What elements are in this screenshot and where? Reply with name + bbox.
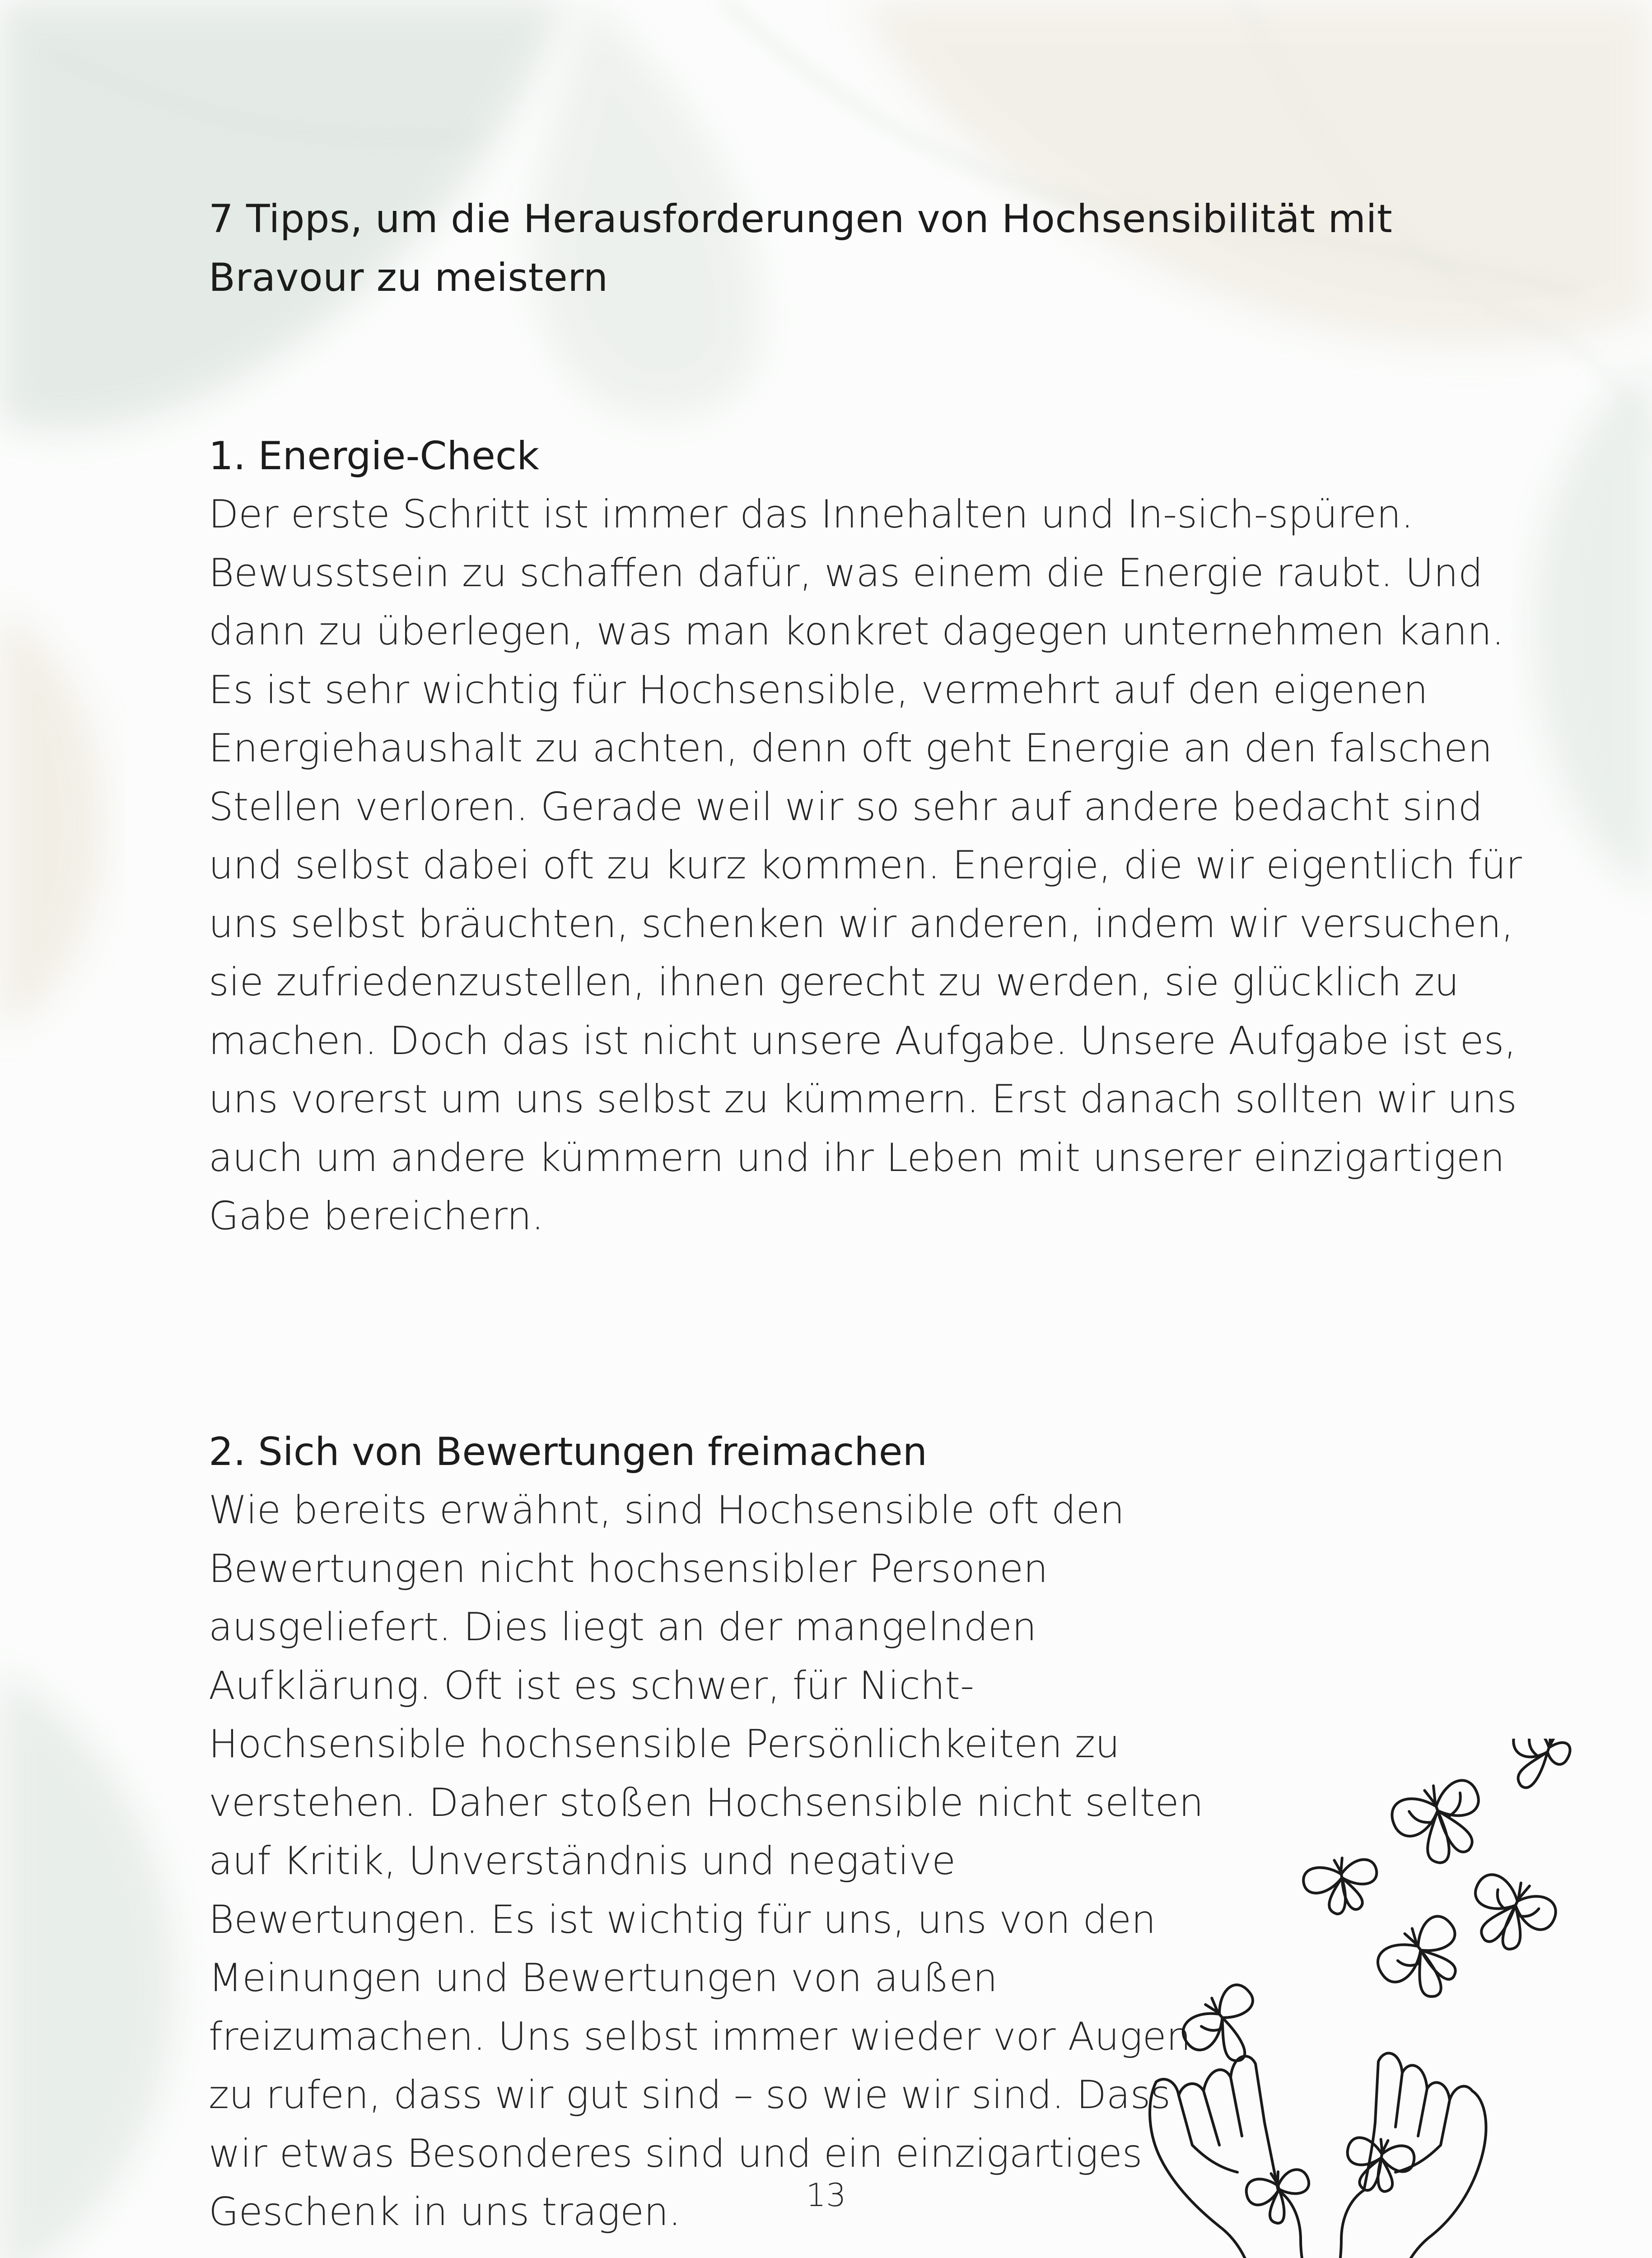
section-title: 1. Energie-Check	[209, 434, 539, 479]
butterfly-icon	[1458, 1866, 1563, 1963]
right-hand-icon	[1328, 2053, 1486, 2258]
page-number: 13	[806, 2177, 846, 2214]
section-body: Der erste Schritt ist immer das Innehalten und In-sich-spüren. Bewusstsein zu schaffen dafür, was einem die Energie raubt. Und dann zu überlegen, was man konkret dagegen unternehmen kann. Es ist sehr wichtig für Hochsensible, vermehrt auf den eigenen Energiehaushalt zu achten, denn oft geht Energie an den falschen Stellen verloren. Gerade weil wir so sehr auf andere bedacht sind und selbst dabei oft zu kurz kommen. Energie, die wir eigentlich für uns selbst bräuchten, schenken wir anderen, indem wir versuchen, sie zufriedenzustellen, ihnen gerecht zu werden, sie glücklich zu machen. Doch das ist nicht unsere Aufgabe. Unsere Aufgabe ist es, uns vorerst um uns selbst zu kümmern. Erst danach sollten wir uns auch um andere kümmern und ihr Leben mit unserer einzigartigen Gabe bereichern.	[209, 492, 1522, 1239]
butterfly-icon	[1499, 1739, 1575, 1798]
page-heading	[209, 190, 1541, 307]
butterfly-icon	[1176, 1977, 1279, 2079]
butterfly-icon	[1371, 1909, 1480, 2014]
butterfly-icon	[1301, 1852, 1383, 1919]
heading-line-2: Bravour zu meistern	[209, 255, 608, 300]
left-hand-icon	[1150, 2056, 1323, 2258]
section-title: 2. Sich von Bewertungen freimachen	[209, 1429, 928, 1474]
section-energie-check	[209, 427, 1541, 1246]
section-body: Wie bereits erwähnt, sind Hochsensible oft den Bewertungen nicht hochsensibler Personen ausgeliefert. Dies liegt an der mangelnden Aufklärung. Oft ist es schwer, für Nicht-Hochsensible hochsensible Persönlichkeiten zu verstehen. Daher stoßen Hochsensible nicht selten auf Kritik, Unverständnis und negative Bewertungen. Es ist wichtig für uns, uns von den Meinungen und Bewertungen von außen freizumachen. Uns selbst immer wieder vor Augen zu rufen, dass wir gut sind – so wie wir sind. Dass wir etwas Besonderes sind und ein einzigartiges Geschenk in uns tragen.	[209, 1488, 1204, 2235]
butterfly-icon	[1386, 1773, 1495, 1873]
heading-line-1: 7 Tipps, um die Herausforderungen von Hochsensibilität mit	[209, 196, 1393, 242]
